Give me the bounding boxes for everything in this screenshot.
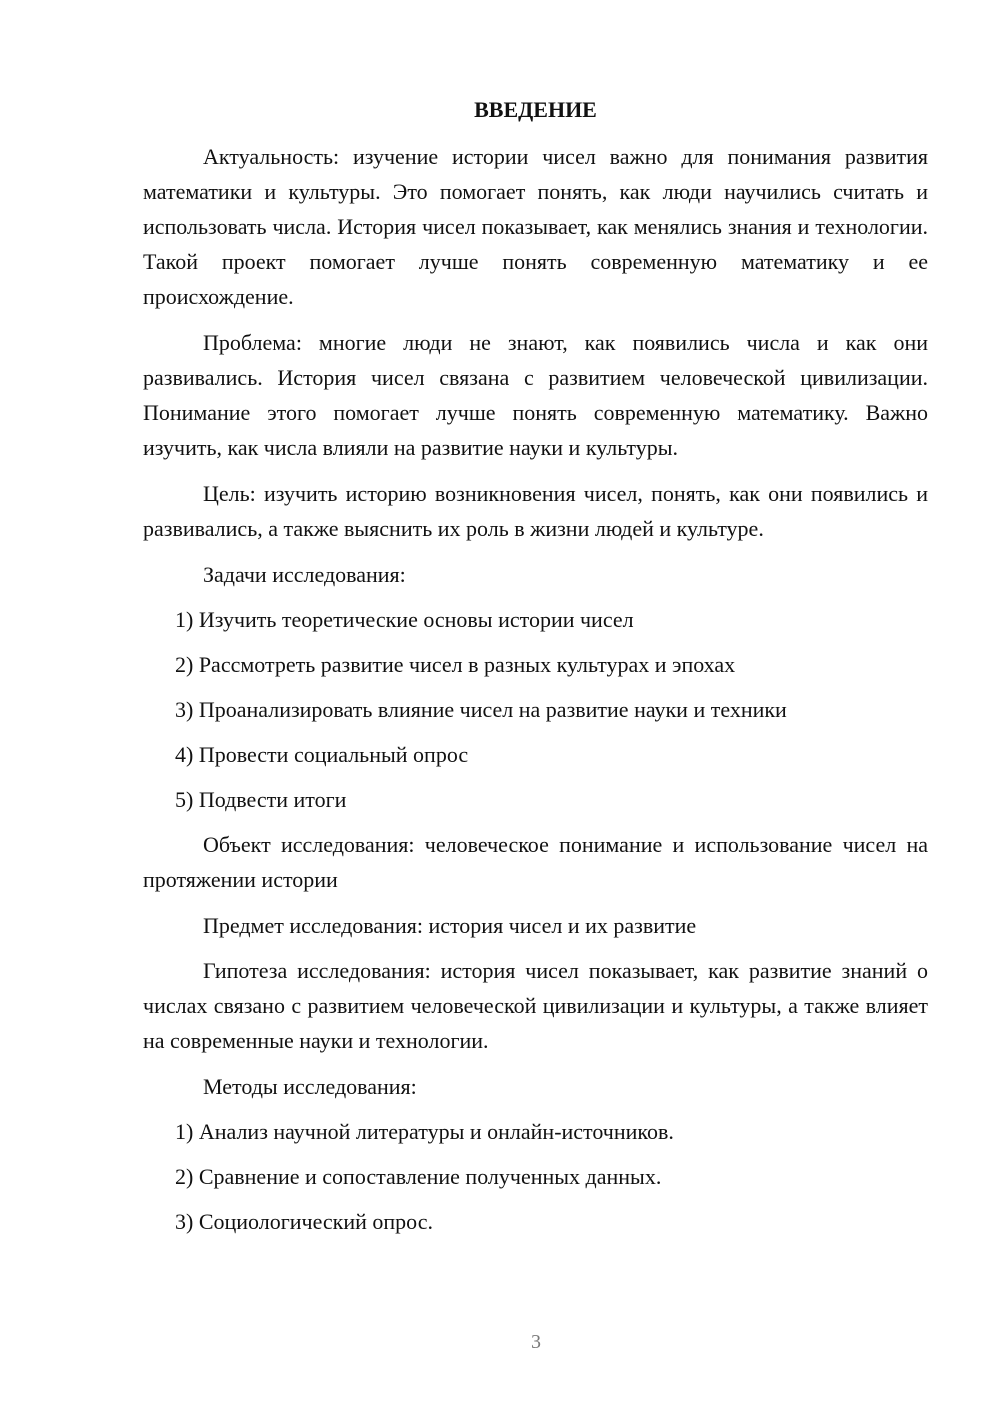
object-paragraph: Объект исследования: человеческое понимание и использование чисел на протяжении истории (143, 832, 928, 892)
problem-paragraph: Проблема: многие люди не знают, как появились числа и как они развивались. История чисел связана с развитием человеческой цивилизации. Понимание этого помогает лучше понять современную математику. Важно изучить, как числа влияли на развитие науки и культуры. (143, 330, 928, 460)
method-item: 3) Социологический опрос. (175, 1209, 433, 1234)
subject-paragraph: Предмет исследования: история чисел и их развитие (203, 913, 697, 938)
task-item: 3) Проанализировать влияние чисел на развитие науки и техники (175, 697, 787, 722)
page-number: 3 (531, 1331, 541, 1353)
task-item: 5) Подвести итоги (175, 787, 347, 812)
method-item: 1) Анализ научной литературы и онлайн-источников. (175, 1119, 674, 1144)
tasks-label: Задачи исследования: (203, 562, 406, 587)
document-page (143, 92, 928, 1249)
hypothesis-paragraph: Гипотеза исследования: история чисел показывает, как развитие знаний о числах связано с развитием человеческой цивилизации и культуры, а также влияет на современные науки и технологии. (143, 958, 928, 1053)
task-item: 4) Провести социальный опрос (175, 742, 469, 767)
task-item: 2) Рассмотреть развитие чисел в разных культурах и эпохах (175, 652, 736, 677)
methods-label: Методы исследования: (203, 1074, 417, 1099)
section-title: ВВЕДЕНИЕ (474, 97, 597, 122)
relevance-paragraph: Актуальность: изучение истории чисел важно для понимания развития математики и культуры. Это помогает понять, как люди научились считать и использовать числа. История чисел показывает, как менялись знания и технологии. Такой проект помогает лучше понять современную математику и ее происхождение. (143, 144, 928, 309)
tasks-list (143, 602, 928, 817)
methods-list (143, 1114, 928, 1239)
method-item: 2) Сравнение и сопоставление полученных данных. (175, 1164, 662, 1189)
task-item: 1) Изучить теоретические основы истории чисел (175, 607, 634, 632)
goal-paragraph: Цель: изучить историю возникновения чисел, понять, как они появились и развивались, а также выяснить их роль в жизни людей и культуре. (143, 481, 928, 541)
